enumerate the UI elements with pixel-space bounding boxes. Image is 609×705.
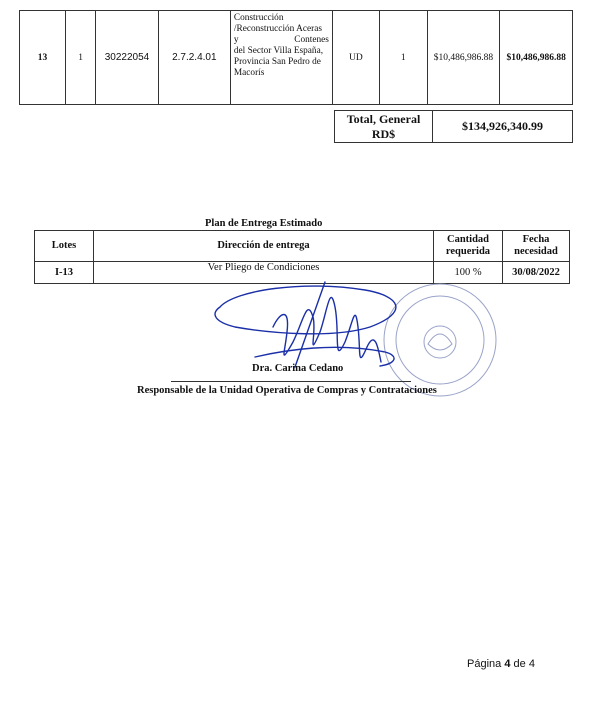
header-fecha-line2: necesidad — [514, 246, 558, 257]
signature-line — [171, 381, 411, 382]
unit-cell: UD — [332, 11, 379, 105]
account-cell: 2.7.2.4.01 — [158, 11, 230, 105]
description-line: Provincia San Pedro de — [233, 57, 321, 67]
lote-cell: 13 — [20, 11, 66, 105]
page-word: Página — [467, 658, 502, 670]
row-direccion: Ver Pliego de Condiciones — [94, 262, 434, 284]
of-word: de — [513, 658, 526, 670]
description-line: del Sector Villa España, — [233, 46, 324, 56]
description-line: Macorís — [233, 68, 265, 78]
signature-stamp-graphic — [195, 272, 535, 402]
header-cantidad-line1: Cantidad — [446, 234, 489, 245]
header-lotes: Lotes — [35, 231, 94, 262]
row-lotes: I-13 — [35, 262, 94, 284]
page-footer — [467, 658, 535, 670]
unit-price-cell: $10,486,986.88 — [427, 11, 500, 105]
header-fecha — [503, 231, 570, 262]
row-cantidad: 100 % — [434, 262, 503, 284]
signatory-role: Responsable de la Unidad Operativa de Compras y Contrataciones — [137, 385, 437, 396]
total-label: Total, General RD$ — [335, 111, 433, 143]
item-table — [19, 10, 573, 105]
total-price-cell: $10,486,986.88 — [500, 11, 573, 105]
quantity-cell: 1 — [379, 11, 427, 105]
handwritten-signature-icon — [215, 282, 396, 367]
header-cantidad — [434, 231, 503, 262]
row-fecha: 30/08/2022 — [503, 262, 570, 284]
total-table — [334, 110, 573, 143]
description-word: Contenes — [294, 35, 329, 45]
page-number: 4 — [504, 658, 511, 670]
stamp-seal-icon — [384, 284, 496, 396]
description-line: Construcción — [233, 13, 284, 23]
description-line: /Reconstrucción Aceras — [233, 24, 322, 34]
table-row — [335, 111, 573, 143]
description-cell — [230, 11, 332, 105]
total-value: $134,926,340.99 — [433, 111, 573, 143]
header-cantidad-line2: requerida — [445, 246, 491, 257]
page-total: 4 — [528, 658, 535, 670]
table-row — [20, 11, 573, 105]
code-cell: 30222054 — [96, 11, 158, 105]
header-fecha-line1: Fecha — [522, 234, 550, 245]
description-word: y — [233, 35, 239, 45]
table-header-row — [35, 231, 570, 262]
description-line — [234, 35, 329, 46]
item-quantity-cell: 1 — [65, 11, 95, 105]
header-direccion: Dirección de entrega — [94, 231, 434, 262]
delivery-plan-title: Plan de Entrega Estimado — [205, 218, 323, 229]
signatory-name: Dra. Carina Cedano — [252, 363, 344, 374]
